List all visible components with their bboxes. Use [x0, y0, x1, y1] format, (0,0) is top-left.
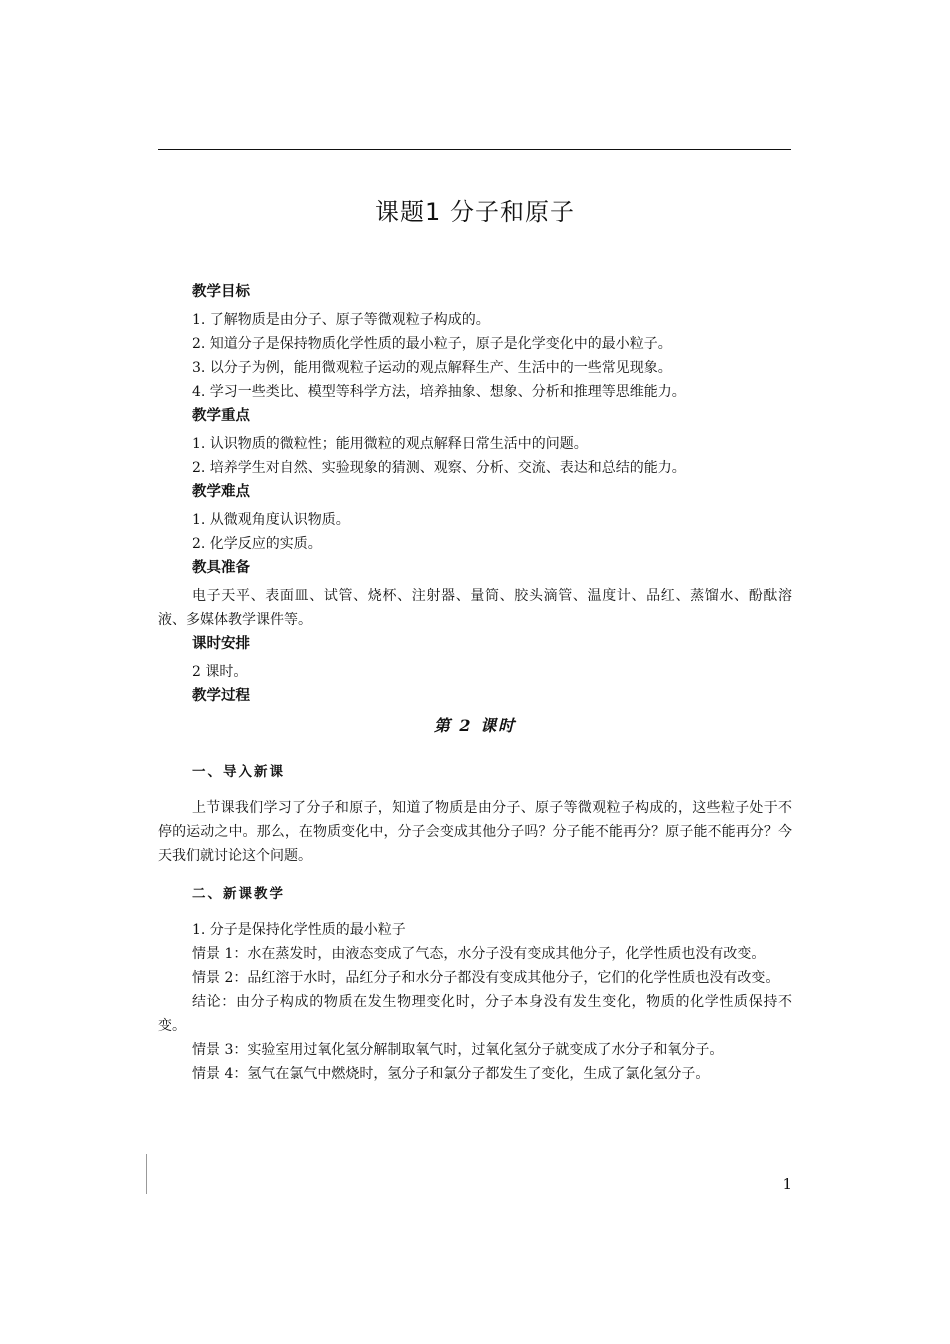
objective-item: 4. 学习一些类比、模型等科学方法，培养抽象、想象、分析和推理等思维能力。	[192, 384, 686, 400]
margin-bar	[146, 1154, 147, 1194]
section-new-lesson-heading: 二、新课教学	[192, 886, 285, 902]
scenario-paragraph: 情景 1：水在蒸发时，由液态变成了气态，水分子没有变成其他分子，化学性质也没有改变。	[192, 946, 766, 962]
lesson-title: 第 2 课时	[433, 716, 517, 735]
materials-heading: 教具准备	[192, 560, 250, 576]
section-subheading: 1. 分子是保持化学性质的最小粒子	[192, 922, 406, 938]
objective-item: 2. 知道分子是保持物质化学性质的最小粒子，原子是化学变化中的最小粒子。	[192, 336, 672, 352]
scenario-paragraph: 情景 3：实验室用过氧化氢分解制取氧气时，过氧化氢分子就变成了水分子和氧分子。	[192, 1042, 724, 1058]
objective-item: 1. 了解物质是由分子、原子等微观粒子构成的。	[192, 312, 490, 328]
difficulty-item: 1. 从微观角度认识物质。	[192, 512, 350, 528]
difficulty-item: 2. 化学反应的实质。	[192, 536, 322, 552]
section-intro-text: 上节课我们学习了分子和原子，知道了物质是由分子、原子等微观粒子构成的，这些粒子处于不停的运动之中。那么，在物质变化中，分子会变成其他分子吗？分子能不能再分？原子能不能再分？今天我们就讨论这个问题。	[158, 800, 792, 864]
header-rule	[158, 149, 791, 150]
section-intro-heading: 一、导入新课	[192, 764, 285, 780]
document-body	[158, 280, 792, 1086]
conclusion-paragraph: 结论：由分子构成的物质在发生物理变化时，分子本身没有发生变化，物质的化学性质保持不变。	[158, 994, 792, 1034]
objectives-heading: 教学目标	[192, 284, 250, 300]
scenario-paragraph: 情景 4：氢气在氯气中燃烧时，氢分子和氯分子都发生了变化，生成了氯化氢分子。	[192, 1066, 710, 1082]
scenario-paragraph: 情景 2：品红溶于水时，品红分子和水分子都没有变成其他分子，它们的化学性质也没有改变。	[192, 970, 780, 986]
process-heading: 教学过程	[192, 688, 250, 704]
key-point-item: 2. 培养学生对自然、实验现象的猜测、观察、分析、交流、表达和总结的能力。	[192, 460, 686, 476]
key-points-heading: 教学重点	[192, 408, 250, 424]
difficulties-heading: 教学难点	[192, 484, 250, 500]
key-point-item: 1. 认识物质的微粒性；能用微粒的观点解释日常生活中的问题。	[192, 436, 588, 452]
materials-text: 电子天平、表面皿、试管、烧杯、注射器、量筒、胶头滴管、温度计、品红、蒸馏水、酚酞溶液、多媒体教学课件等。	[158, 588, 792, 628]
page-title: 课题1 分子和原子	[375, 198, 575, 226]
page-number: 1	[782, 1175, 792, 1193]
schedule-heading: 课时安排	[192, 636, 250, 652]
schedule-text: 2 课时。	[192, 664, 248, 680]
objective-item: 3. 以分子为例，能用微观粒子运动的观点解释生产、生活中的一些常见现象。	[192, 360, 672, 376]
